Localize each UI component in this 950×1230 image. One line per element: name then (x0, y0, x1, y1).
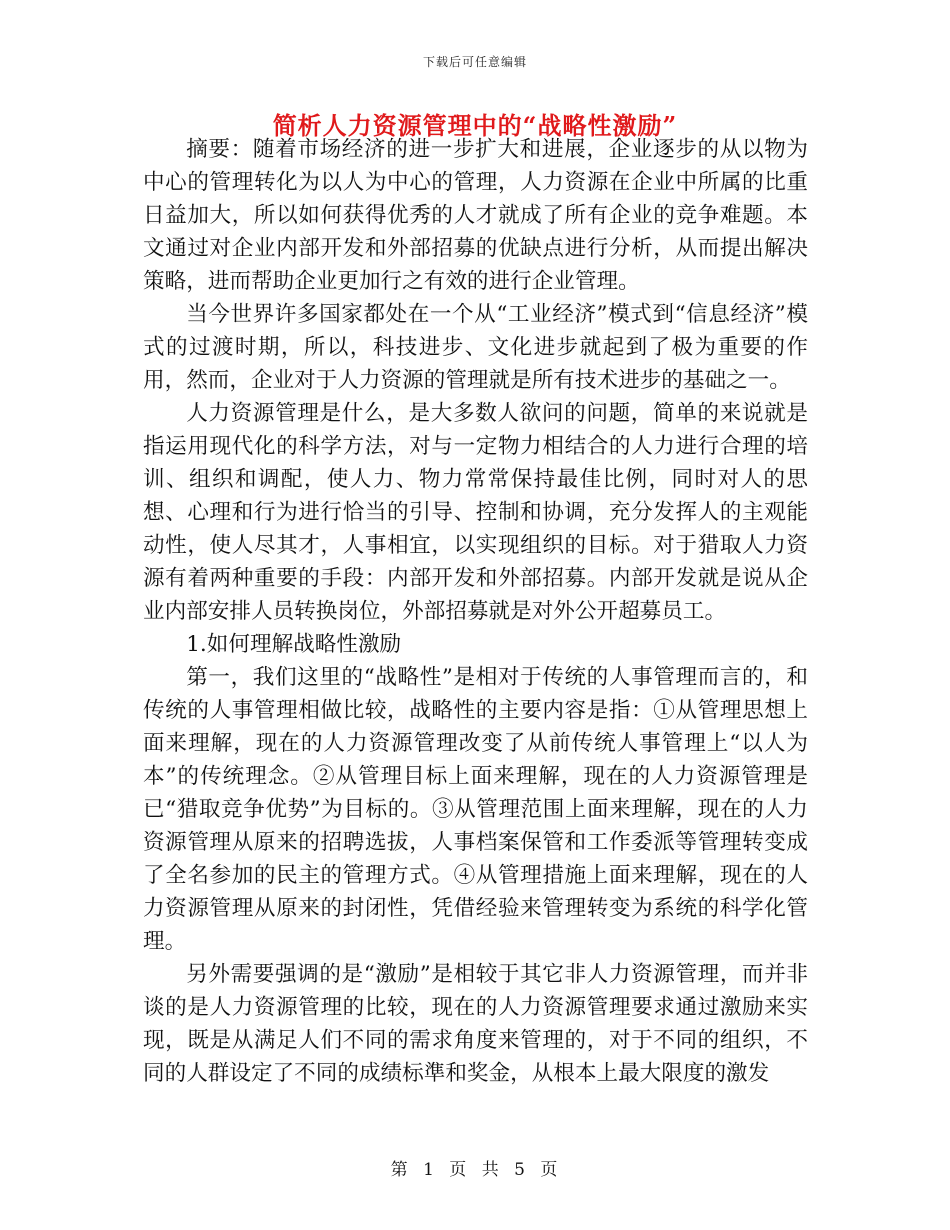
header-note: 下载后可任意编辑 (422, 55, 527, 69)
section-paragraph: 另外需要强调的是“激励”是相较于其它非人力资源管理，而并非谈的是人力资源管理的比较，现在的人力资源管理要求通过激励来实现，既是从满足人们不同的需求角度来管理的，对于不同的组织，不同的人群设定了不同的成绩标準和奖金，从根本上最大限度的激发 (143, 962, 808, 1086)
body-paragraph: 人力资源管理是什么，是大多数人欲问的问题，简单的来说就是指运用现代化的科学方法，对与一定物力相结合的人力进行合理的培训、组织和调配，使人力、物力常常保持最佳比例，同时对人的思想、心理和行为进行恰当的引导、控制和协调，充分发挥人的主观能动性，使人尽其才，人事相宜，以实现组织的目标。对于猎取人力资源有着两种重要的手段：内部开发和外部招募。内部开发就是说从企业内部安排人员转换岗位，外部招募就是对外公开超募员工。 (143, 401, 808, 624)
body-paragraph: 当今世界许多国家都处在一个从“工业经济”模式到“信息经济”模式的过渡时期，所以，科技进步、文化进步就起到了极为重要的作用，然而，企业对于人力资源的管理就是所有技术进步的基础之一。 (143, 302, 808, 393)
document-title: 简析人力资源管理中的“战略性激励” (272, 111, 678, 140)
page-number-footer: 第 1 页 共 5 页 (390, 1160, 560, 1180)
section-paragraph: 第一，我们这里的“战略性”是相对于传统的人事管理而言的，和传统的人事管理相做比较，战略性的主要内容是指：①从管理思想上面来理解，现在的人力资源管理改变了从前传统人事管理上“以人为本”的传统理念。②从管理目标上面来理解，现在的人力资源管理是已“猎取竞争优势”为目标的。③从管理范围上面来理解，现在的人力资源管理从原来的招聘选拔，人事档案保管和工作委派等管理转变成了全名参加的民主的管理方式。④从管理措施上面来理解，现在的人力资源管理从原来的封闭性，凭借经验来管理转变为系统的科学化管理。 (143, 665, 808, 954)
abstract-paragraph: 摘要：随着市场经济的进一步扩大和进展，企业逐步的从以物为中心的管理转化为以人为中心的管理，人力资源在企业中所属的比重日益加大，所以如何获得优秀的人才就成了所有企业的竞争难题。本文通过对企业内部开发和外部招募的优缺点进行分析，从而提出解决策略，进而帮助企业更加行之有效的进行企业管理。 (143, 137, 808, 294)
document-body (143, 133, 808, 1090)
section-heading: 1.如何理解战略性激励 (186, 632, 402, 657)
